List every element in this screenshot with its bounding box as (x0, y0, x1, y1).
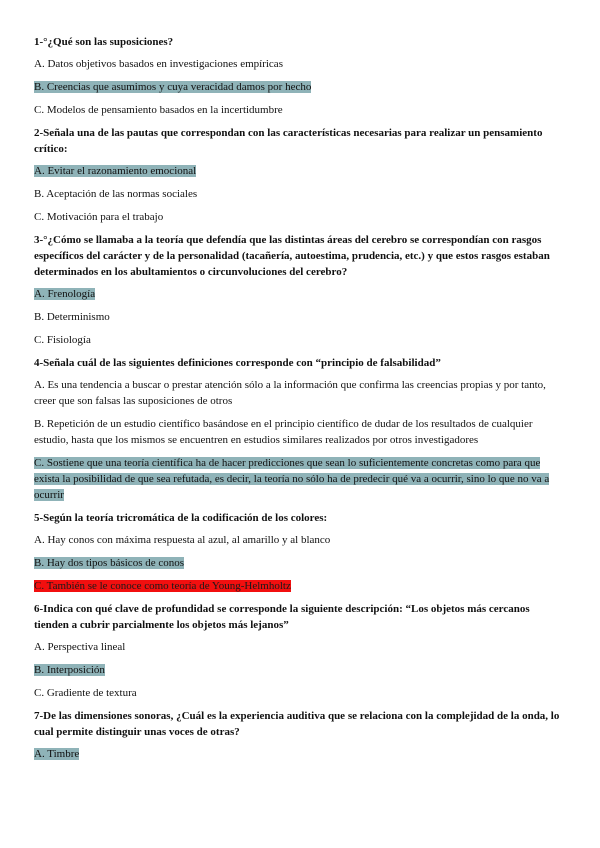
question-2-option-a (34, 163, 564, 179)
option-text-highlighted: B. Creencias que asumimos y cuya veracidad damos por hecho (34, 81, 312, 93)
question-1-option-a (34, 56, 564, 72)
option-text-highlighted: B. Interposición (34, 664, 105, 676)
question-6-option-c (34, 685, 564, 701)
question-3: 3-°¿Cómo se llamaba a la teoría que defendía que las distintas áreas del cerebro se correspondían con rasgos específicos del carácter y de la personalidad (tacañería, autoestima, prudencia, etc.) y que estos rasgos estaban determinados en los abultamientos o circunvoluciones del cerebro? (34, 234, 550, 278)
option-text: C. Motivación para el trabajo (34, 211, 164, 223)
question-4-option-a (34, 377, 564, 409)
option-text: B. Aceptación de las normas sociales (34, 188, 198, 200)
question-6-option-b (34, 662, 564, 678)
question-5-option-a (34, 532, 564, 548)
option-text-highlighted: C. Sostiene que una teoría científica ha de hacer predicciones que sean lo suficientemente concretas como para que exista la posibilidad de que sea refutada, es decir, la teoría no sólo ha de predecir qué va a ocurrir, sino lo que no va a ocurrir (34, 457, 550, 501)
option-text: C. Modelos de pensamiento basados en la incertidumbre (34, 104, 283, 116)
option-text: C. Gradiente de textura (34, 687, 137, 699)
question-2-option-c (34, 209, 564, 225)
question-7-option-a (34, 746, 564, 762)
question-5: 5-Según la teoría tricromática de la codificación de los colores: (34, 512, 328, 524)
option-text: A. Es una tendencia a buscar o prestar atención sólo a la información que confirma las creencias propias y por tanto, creer que son falsas las suposiciones de otros (34, 379, 546, 407)
question-6-option-a (34, 639, 564, 655)
question-7: 7-De las dimensiones sonoras, ¿Cuál es la experiencia auditiva que se relaciona con la complejidad de la onda, lo cual permite distinguir unas voces de otras? (34, 710, 560, 738)
option-text: A. Perspectiva lineal (34, 641, 126, 653)
question-3-option-a (34, 286, 564, 302)
question-1-option-b (34, 79, 564, 95)
question-5-option-b (34, 555, 564, 571)
option-text: A. Hay conos con máxima respuesta al azul, al amarillo y al blanco (34, 534, 331, 546)
question-2: 2-Señala una de las pautas que correspondan con las características necesarias para realizar un pensamiento crítico: (34, 127, 543, 155)
option-text: A. Datos objetivos basados en investigaciones empíricas (34, 58, 283, 70)
option-text: B. Determinismo (34, 311, 110, 323)
question-1-option-c (34, 102, 564, 118)
option-text: B. Repetición de un estudio científico basándose en el principio científico de dudar de los resultados de cualquier estudio, hasta que los mismos se encuentren en estudios similares realizados por otros investigadores (34, 418, 533, 446)
question-4-option-c (34, 455, 564, 503)
question-4: 4-Señala cuál de las siguientes definiciones corresponde con “principio de falsabilidad” (34, 357, 441, 369)
option-text-highlighted: A. Frenología (34, 288, 96, 300)
question-3-option-c (34, 332, 564, 348)
question-5-option-c (34, 578, 564, 594)
question-2-option-b (34, 186, 564, 202)
option-text-highlighted: A. Evitar el razonamiento emocional (34, 165, 197, 177)
option-text-highlighted-red: C. También se le conoce como teoría de Young-Helmholtz (34, 580, 291, 592)
question-3-option-b (34, 309, 564, 325)
option-text-highlighted: B. Hay dos tipos básicos de conos (34, 557, 185, 569)
question-4-option-b (34, 416, 564, 448)
option-text: C. Fisiología (34, 334, 91, 346)
option-text-highlighted: A. Timbre (34, 748, 80, 760)
question-1: 1-°¿Qué son las suposiciones? (34, 36, 174, 48)
quiz-document (34, 34, 564, 769)
question-6: 6-Indica con qué clave de profundidad se corresponde la siguiente descripción: “Los objetos más cercanos tienden a cubrir parcialmente los objetos más lejanos” (34, 603, 530, 631)
